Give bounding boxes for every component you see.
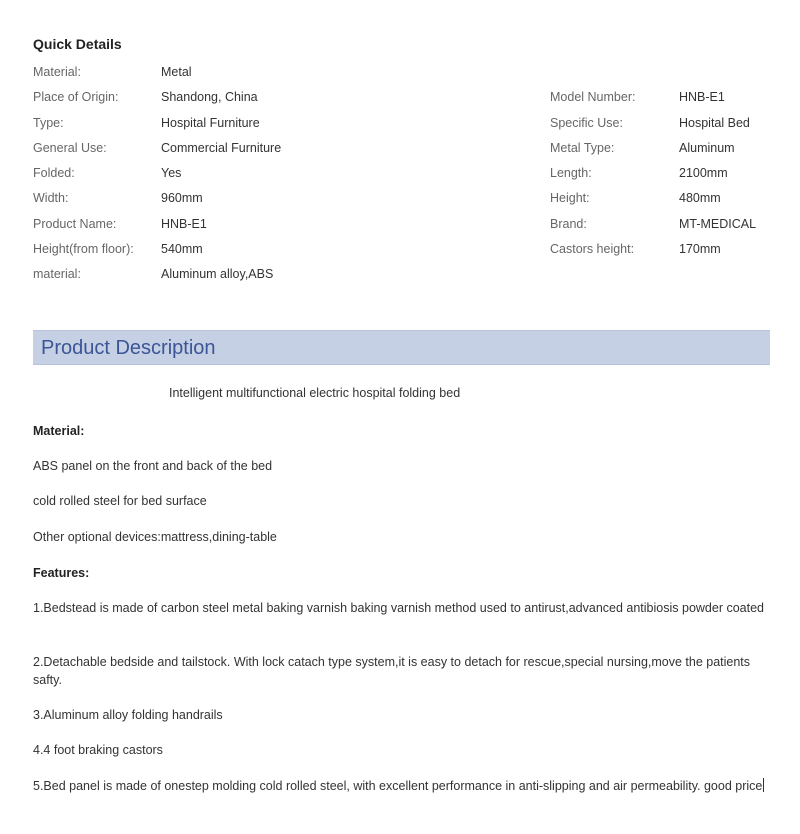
feature-item-last: [33, 777, 773, 795]
detail-label: Width:: [33, 191, 69, 205]
detail-label: Type:: [33, 116, 64, 130]
feature-item-text: 5.Bed panel is made of onestep molding cold rolled steel, with excellent performance in anti-slipping and air permeability. good price: [33, 779, 763, 793]
detail-value: MT-MEDICAL: [679, 217, 757, 231]
material-line: Other optional devices:mattress,dining-table: [33, 530, 277, 544]
feature-item: 2.Detachable bedside and tailstock. With lock catach type system,it is easy to detach for rescue,special nursing,move the patients safty.: [33, 655, 751, 687]
detail-value: Yes: [161, 166, 182, 180]
product-description-title: Product Description: [41, 337, 216, 359]
product-description-header: [33, 330, 770, 365]
material-line: cold rolled steel for bed surface: [33, 494, 207, 508]
product-subtitle: Intelligent multifunctional electric hospital folding bed: [169, 386, 461, 400]
feature-item: 3.Aluminum alloy folding handrails: [33, 708, 223, 722]
detail-value: Hospital Bed: [679, 116, 750, 130]
detail-value: 960mm: [161, 191, 203, 205]
detail-value: HNB-E1: [679, 90, 725, 104]
detail-label: Brand:: [550, 217, 587, 231]
detail-label: Height(from floor):: [33, 242, 134, 256]
detail-value: Aluminum alloy,ABS: [161, 267, 274, 281]
detail-label: Folded:: [33, 166, 75, 180]
detail-value: Shandong, China: [161, 90, 258, 104]
material-line: ABS panel on the front and back of the bed: [33, 459, 273, 473]
detail-label: Metal Type:: [550, 141, 615, 155]
text-cursor: [763, 778, 764, 792]
feature-item: 1.Bedstead is made of carbon steel metal baking varnish baking varnish method used to antirust,advanced antibiosis powder coated: [33, 601, 764, 615]
material-heading: Material:: [33, 424, 85, 438]
features-heading: Features:: [33, 566, 90, 580]
detail-label: Material:: [33, 65, 81, 79]
detail-value: HNB-E1: [161, 217, 207, 231]
quick-details-title: Quick Details: [33, 36, 122, 52]
detail-value: 540mm: [161, 242, 203, 256]
detail-label: Castors height:: [550, 242, 635, 256]
detail-label: Place of Origin:: [33, 90, 119, 104]
detail-label: Specific Use:: [550, 116, 623, 130]
detail-value: Aluminum: [679, 141, 735, 155]
detail-value: 170mm: [679, 242, 721, 256]
detail-value: 2100mm: [679, 166, 728, 180]
feature-item: 4.4 foot braking castors: [33, 743, 163, 757]
detail-value: Metal: [161, 65, 192, 79]
detail-value: 480mm: [679, 191, 721, 205]
detail-value: Commercial Furniture: [161, 141, 282, 155]
detail-label: Height:: [550, 191, 590, 205]
detail-value: Hospital Furniture: [161, 116, 260, 130]
detail-label: material:: [33, 267, 81, 281]
detail-label: General Use:: [33, 141, 107, 155]
detail-label: Product Name:: [33, 217, 117, 231]
detail-label: Model Number:: [550, 90, 636, 104]
detail-label: Length:: [550, 166, 592, 180]
